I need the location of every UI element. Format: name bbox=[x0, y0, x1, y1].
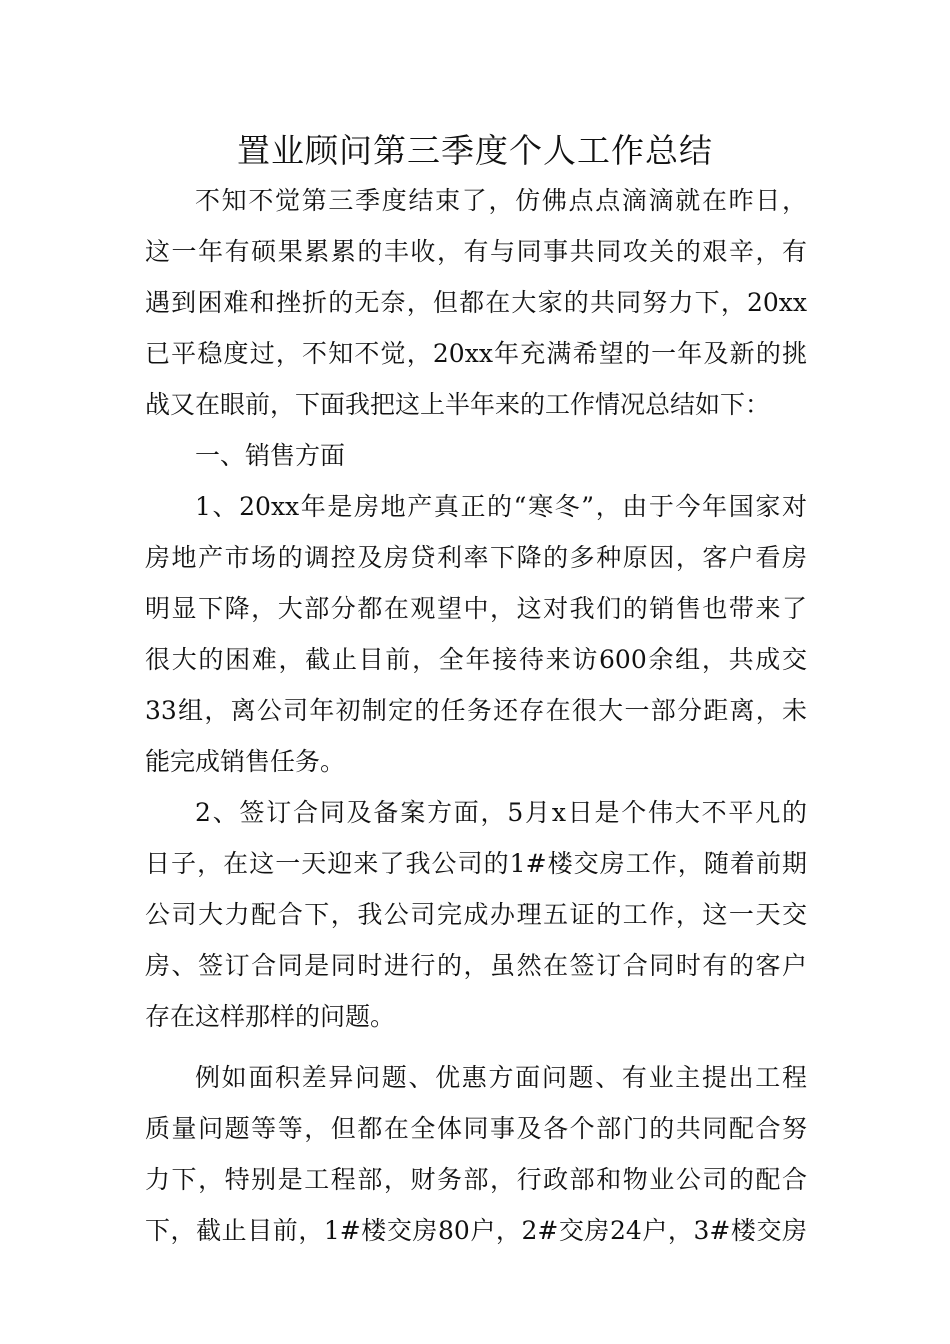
paragraph-item-1 bbox=[145, 481, 807, 787]
paragraph-spacer bbox=[145, 1042, 807, 1052]
text-line: 1、20xx年是房地产真正的“寒冬”，由于今年国家对 bbox=[195, 492, 807, 521]
text-line: 下，截止目前，1#楼交房80户，2#交房24户，3#楼交房 bbox=[145, 1216, 807, 1245]
section-heading: 一、销售方面 bbox=[195, 441, 346, 470]
paragraph-example bbox=[145, 1052, 807, 1256]
text-line: 例如面积差异问题、优惠方面问题、有业主提出工程 bbox=[195, 1063, 807, 1092]
text-line: 明显下降，大部分都在观望中，这对我们的销售也带来了 bbox=[145, 594, 807, 623]
document-title: 置业顾问第三季度个人工作总结 bbox=[237, 131, 713, 170]
text-line: 房地产市场的调控及房贷利率下降的多种原因，客户看房 bbox=[145, 543, 807, 572]
paragraph-intro bbox=[145, 175, 807, 430]
text-line: 力下，特别是工程部，财务部，行政部和物业公司的配合 bbox=[145, 1165, 807, 1194]
text-line: 很大的困难，截止目前，全年接待来访600余组，共成交 bbox=[145, 645, 807, 674]
text-line: 33组，离公司年初制定的任务还存在很大一部分距离，未 bbox=[145, 696, 807, 725]
text-line: 能完成销售任务。 bbox=[145, 747, 346, 776]
text-line: 不知不觉第三季度结束了，仿佛点点滴滴就在昨日， bbox=[195, 186, 807, 215]
text-line: 房、签订合同是同时进行的，虽然在签订合同时有的客户 bbox=[145, 951, 807, 980]
text-line: 质量问题等等，但都在全体同事及各个部门的共同配合努 bbox=[145, 1114, 807, 1143]
text-line: 战又在眼前，下面我把这上半年来的工作情况总结如下： bbox=[145, 390, 771, 419]
text-line: 这一年有硕果累累的丰收，有与同事共同攻关的艰辛，有 bbox=[145, 237, 807, 266]
text-line: 日子，在这一天迎来了我公司的1#楼交房工作，随着前期 bbox=[145, 849, 807, 878]
text-line: 2、签订合同及备案方面，5月x日是个伟大不平凡的 bbox=[195, 798, 807, 827]
section-heading-sales bbox=[145, 430, 807, 481]
text-line: 遇到困难和挫折的无奈，但都在大家的共同努力下，20xx bbox=[145, 288, 807, 317]
text-line: 公司大力配合下，我公司完成办理五证的工作，这一天交 bbox=[145, 900, 807, 929]
document-body bbox=[145, 175, 807, 1256]
text-line: 已平稳度过，不知不觉，20xx年充满希望的一年及新的挑 bbox=[145, 339, 807, 368]
text-line: 存在这样那样的问题。 bbox=[145, 1002, 396, 1031]
paragraph-item-2 bbox=[145, 787, 807, 1042]
